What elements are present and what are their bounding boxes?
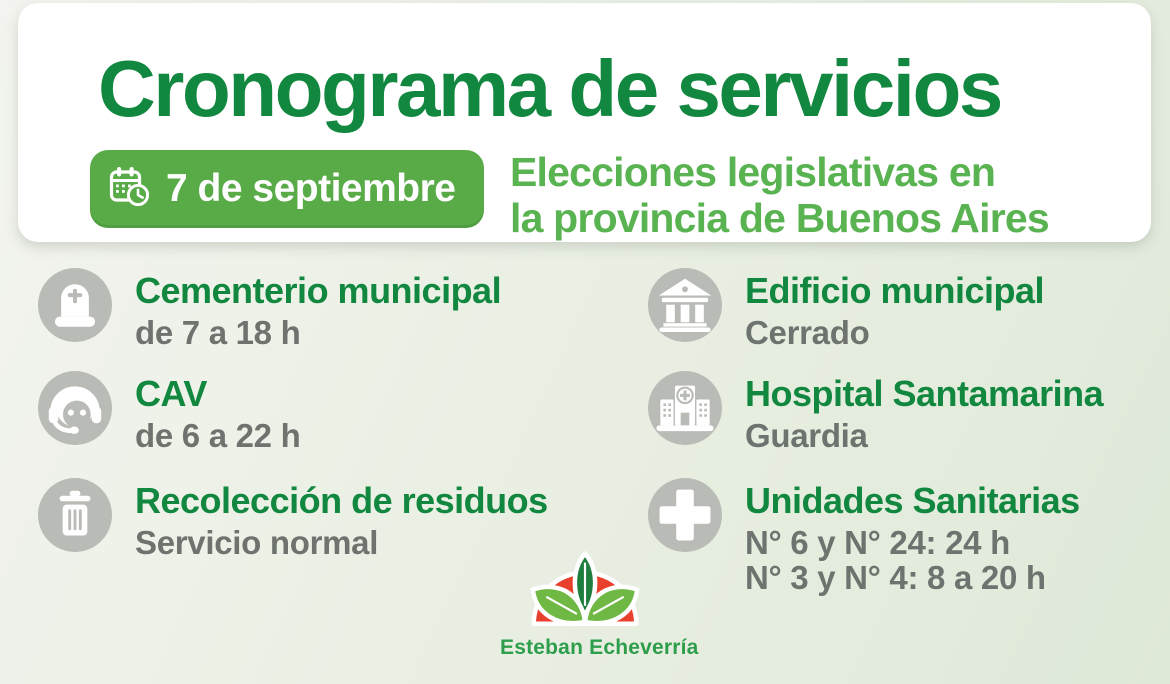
service-detail: de 6 a 22 h [135,417,301,454]
subtitle [510,149,1049,241]
service-text [135,371,300,453]
service-text [135,478,548,560]
service-detail: N° 6 y N° 24: 24 h [745,524,1010,561]
service-item-cemetery [38,268,501,350]
service-title: Hospital Santamarina [745,373,1104,414]
service-item-municipal-building [648,268,1044,350]
header-card [18,3,1151,242]
subtitle-line-1: Elecciones legislativas en [510,149,996,195]
service-text [745,478,1080,595]
service-title: Edificio municipal [745,270,1045,311]
service-title: Cementerio municipal [135,270,502,311]
medical-cross-icon [648,478,722,552]
service-detail: Guardia [745,417,868,454]
leaves-dome-logo-icon [500,550,670,640]
page-title: Cronograma de servicios [98,44,1001,133]
trash-icon [38,478,112,552]
date-badge-label: 7 de septiembre [166,167,456,210]
bank-building-icon [648,268,722,342]
municipality-logo [500,550,699,660]
calendar-clock-icon [106,163,154,216]
service-item-waste [38,478,548,560]
logo-text: Esteban Echeverría [500,636,699,659]
service-detail: N° 3 y N° 4: 8 a 20 h [745,559,1046,596]
subtitle-line-2: la provincia de Buenos Aires [510,195,1049,241]
service-title: Unidades Sanitarias [745,480,1080,521]
service-title: CAV [135,373,207,414]
service-detail: Cerrado [745,314,870,351]
service-item-health-units [648,478,1080,595]
service-text [745,268,1044,350]
service-item-cav [38,371,300,453]
service-text [135,268,501,350]
date-badge [90,150,484,228]
service-detail: de 7 a 18 h [135,314,301,351]
service-detail: Servicio normal [135,524,379,561]
service-text [745,371,1103,453]
hospital-icon [648,371,722,445]
service-title: Recolección de residuos [135,480,548,521]
headset-agent-icon [38,371,112,445]
tombstone-icon [38,268,112,342]
service-item-hospital [648,371,1103,453]
